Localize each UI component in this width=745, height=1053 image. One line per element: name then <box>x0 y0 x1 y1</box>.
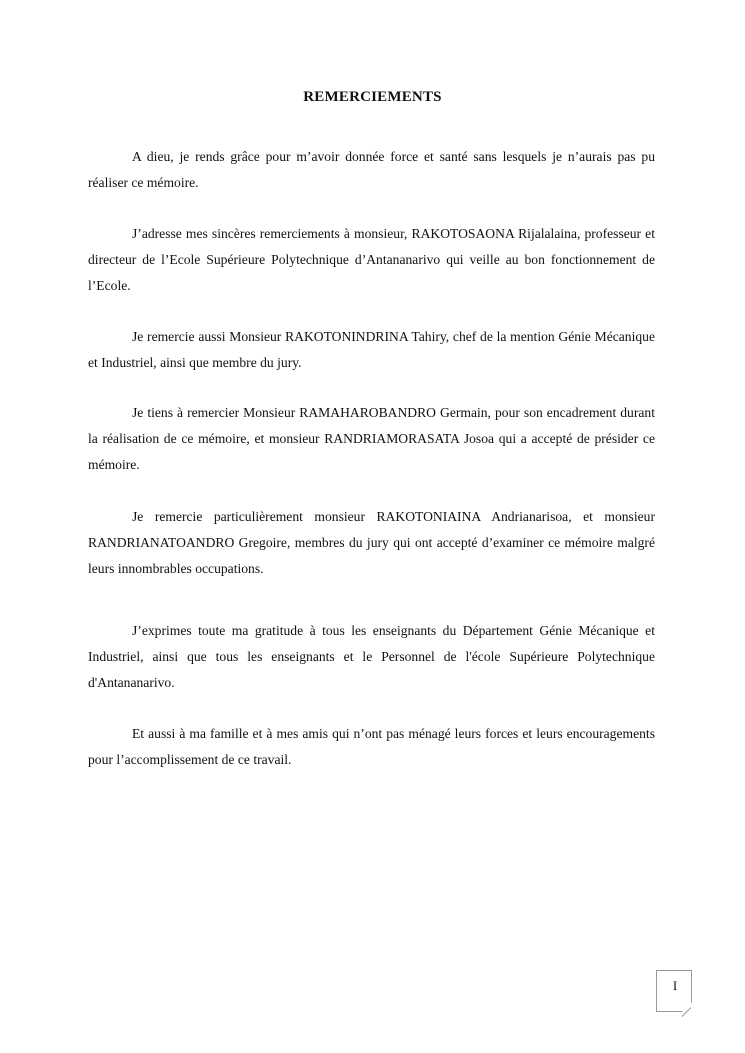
paragraph-thanks-director: J’adresse mes sincères remerciements à monsieur, RAKOTOSAONA Rijalalaina, professeur et directeur de l’Ecole Supérieure Polytechnique d’Antananarivo qui veille au bon fonctionnement de l’Ecole. <box>88 226 655 293</box>
paragraph-thanks-family: Et aussi à ma famille et à mes amis qui n’ont pas ménagé leurs forces et leurs encouragements pour l’accomplissement de ce travail. <box>88 726 655 767</box>
paragraph-thanks-supervisor: Je tiens à remercier Monsieur RAMAHAROBANDRO Germain, pour son encadrement durant la réalisation de ce mémoire, et monsieur RANDRIAMORASATA Josoa qui a accepté de présider ce mémoire. <box>88 405 655 472</box>
page-number: I <box>672 978 678 993</box>
page-title: REMERCIEMENTS <box>303 89 442 105</box>
page-number-box <box>656 970 692 1012</box>
paragraph-thanks-head-of-department: Je remercie aussi Monsieur RAKOTONINDRINA Tahiry, chef de la mention Génie Mécanique et Industriel, ainsi que membre du jury. <box>88 329 655 370</box>
paragraph-thanks-teachers: J’exprimes toute ma gratitude à tous les enseignants du Département Génie Mécanique et Industriel, ainsi que tous les enseignants et le Personnel de l'école Supérieure Polytechnique d'Antananarivo. <box>88 623 655 690</box>
paragraph-thanks-god: A dieu, je rends grâce pour m’avoir donnée force et santé sans lesquels je n’aurais pas pu réaliser ce mémoire. <box>88 149 655 190</box>
paragraph-thanks-jury: Je remercie particulièrement monsieur RAKOTONIAINA Andrianarisoa, et monsieur RANDRIANATOANDRO Gregoire, membres du jury qui ont accepté d’examiner ce mémoire malgré leurs innombrables occupations. <box>88 509 655 576</box>
